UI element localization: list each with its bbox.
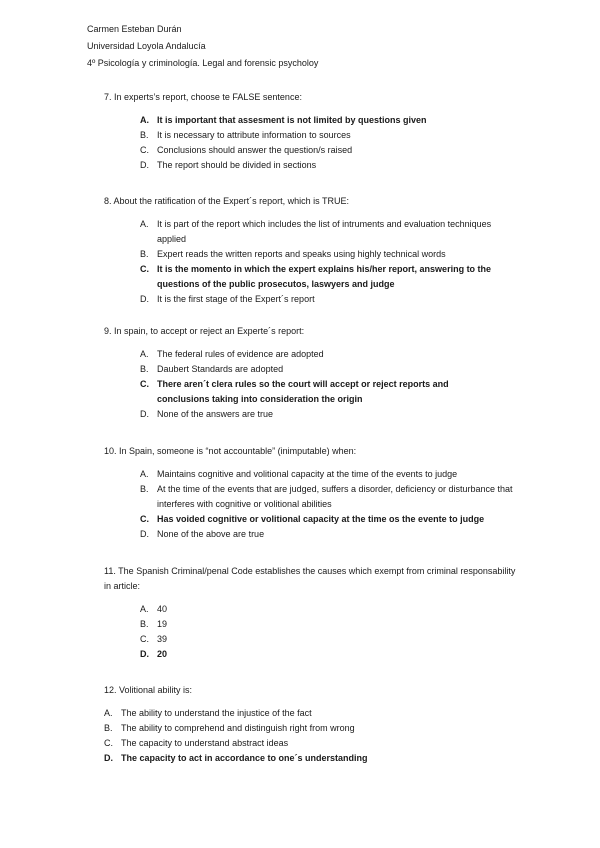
answer-option-d: D. It is the first stage of the Expert´s report xyxy=(140,294,315,304)
answer-option-d: D. The capacity to act in accordance to one´s understanding xyxy=(104,753,368,763)
question-12 xyxy=(104,683,464,766)
answer-option-c: C. It is the momento in which the expert explains his/her report, answering to the questions of the public prosecutos, laswyers and judge xyxy=(140,264,492,289)
answer-option-a: A. The federal rules of evidence are adopted xyxy=(140,349,324,359)
answer-option-b: B. 19 xyxy=(140,619,168,629)
answer-option-b: B. It is necessary to attribute information to sources xyxy=(140,130,351,140)
question-10 xyxy=(104,444,520,542)
answer-option-b: B. Expert reads the written reports and speaks using highly technical words xyxy=(140,249,446,259)
answer-option-b: B. At the time of the events that are judged, suffers a disorder, deficiency or disturbance that interferes with cognitive or volitional abilities xyxy=(140,484,513,509)
document-header xyxy=(87,21,318,72)
question-11 xyxy=(104,564,519,662)
answer-option-c: C. Conclusions should answer the question/s raised xyxy=(140,145,353,155)
question-title: 11. The Spanish Criminal/penal Code establishes the causes which exempt from criminal responsability in article: xyxy=(104,566,516,591)
university-name: Universidad Loyola Andalucía xyxy=(87,41,206,51)
course-name: 4º Psicología y criminología. Legal and forensic psycholoy xyxy=(87,58,319,68)
answer-option-a: A. The ability to understand the injustice of the fact xyxy=(104,708,312,718)
answer-options xyxy=(140,113,500,173)
answer-option-b: B. Daubert Standards are adopted xyxy=(140,364,284,374)
answer-option-d: D. 20 xyxy=(140,649,168,659)
question-title: 8. About the ratification of the Expert´s report, which is TRUE: xyxy=(104,196,349,206)
answer-option-a: A. It is important that assesment is not limited by questions given xyxy=(140,115,427,125)
answer-options xyxy=(140,602,519,662)
question-title: 7. In experts’s report, choose te FALSE sentence: xyxy=(104,92,302,102)
answer-options xyxy=(140,347,495,422)
answer-options xyxy=(140,467,520,542)
answer-option-a: A. Maintains cognitive and volitional capacity at the time of the events to judge xyxy=(140,469,458,479)
question-9 xyxy=(104,324,495,422)
answer-option-d: D. None of the answers are true xyxy=(140,409,274,419)
answer-options xyxy=(104,706,464,766)
answer-option-c: C. 39 xyxy=(140,634,168,644)
answer-option-b: B. The ability to comprehend and distinguish right from wrong xyxy=(104,723,355,733)
author-name: Carmen Esteban Durán xyxy=(87,24,182,34)
answer-option-c: C. The capacity to understand abstract ideas xyxy=(104,738,289,748)
answer-option-c: C. Has voided cognitive or volitional capacity at the time os the evente to judge xyxy=(140,514,485,524)
question-8 xyxy=(104,194,512,307)
question-title: 12. Volitional ability is: xyxy=(104,685,193,695)
answer-option-d: D. None of the above are true xyxy=(140,529,265,539)
question-title: 10. In Spain, someone is “not accountable” (inimputable) when: xyxy=(104,446,357,456)
question-7 xyxy=(104,90,500,173)
answer-option-a: A. 40 xyxy=(140,604,168,614)
answer-option-a: A. It is part of the report which includes the list of intruments and evaluation techniques applied xyxy=(140,219,492,244)
answer-option-d: D. The report should be divided in sections xyxy=(140,160,317,170)
answer-option-c: C. There aren´t clera rules so the court will accept or reject reports and conclusions taking into consideration the origin xyxy=(140,379,449,404)
question-title: 9. In spain, to accept or reject an Experte´s report: xyxy=(104,326,305,336)
answer-options xyxy=(140,217,512,307)
